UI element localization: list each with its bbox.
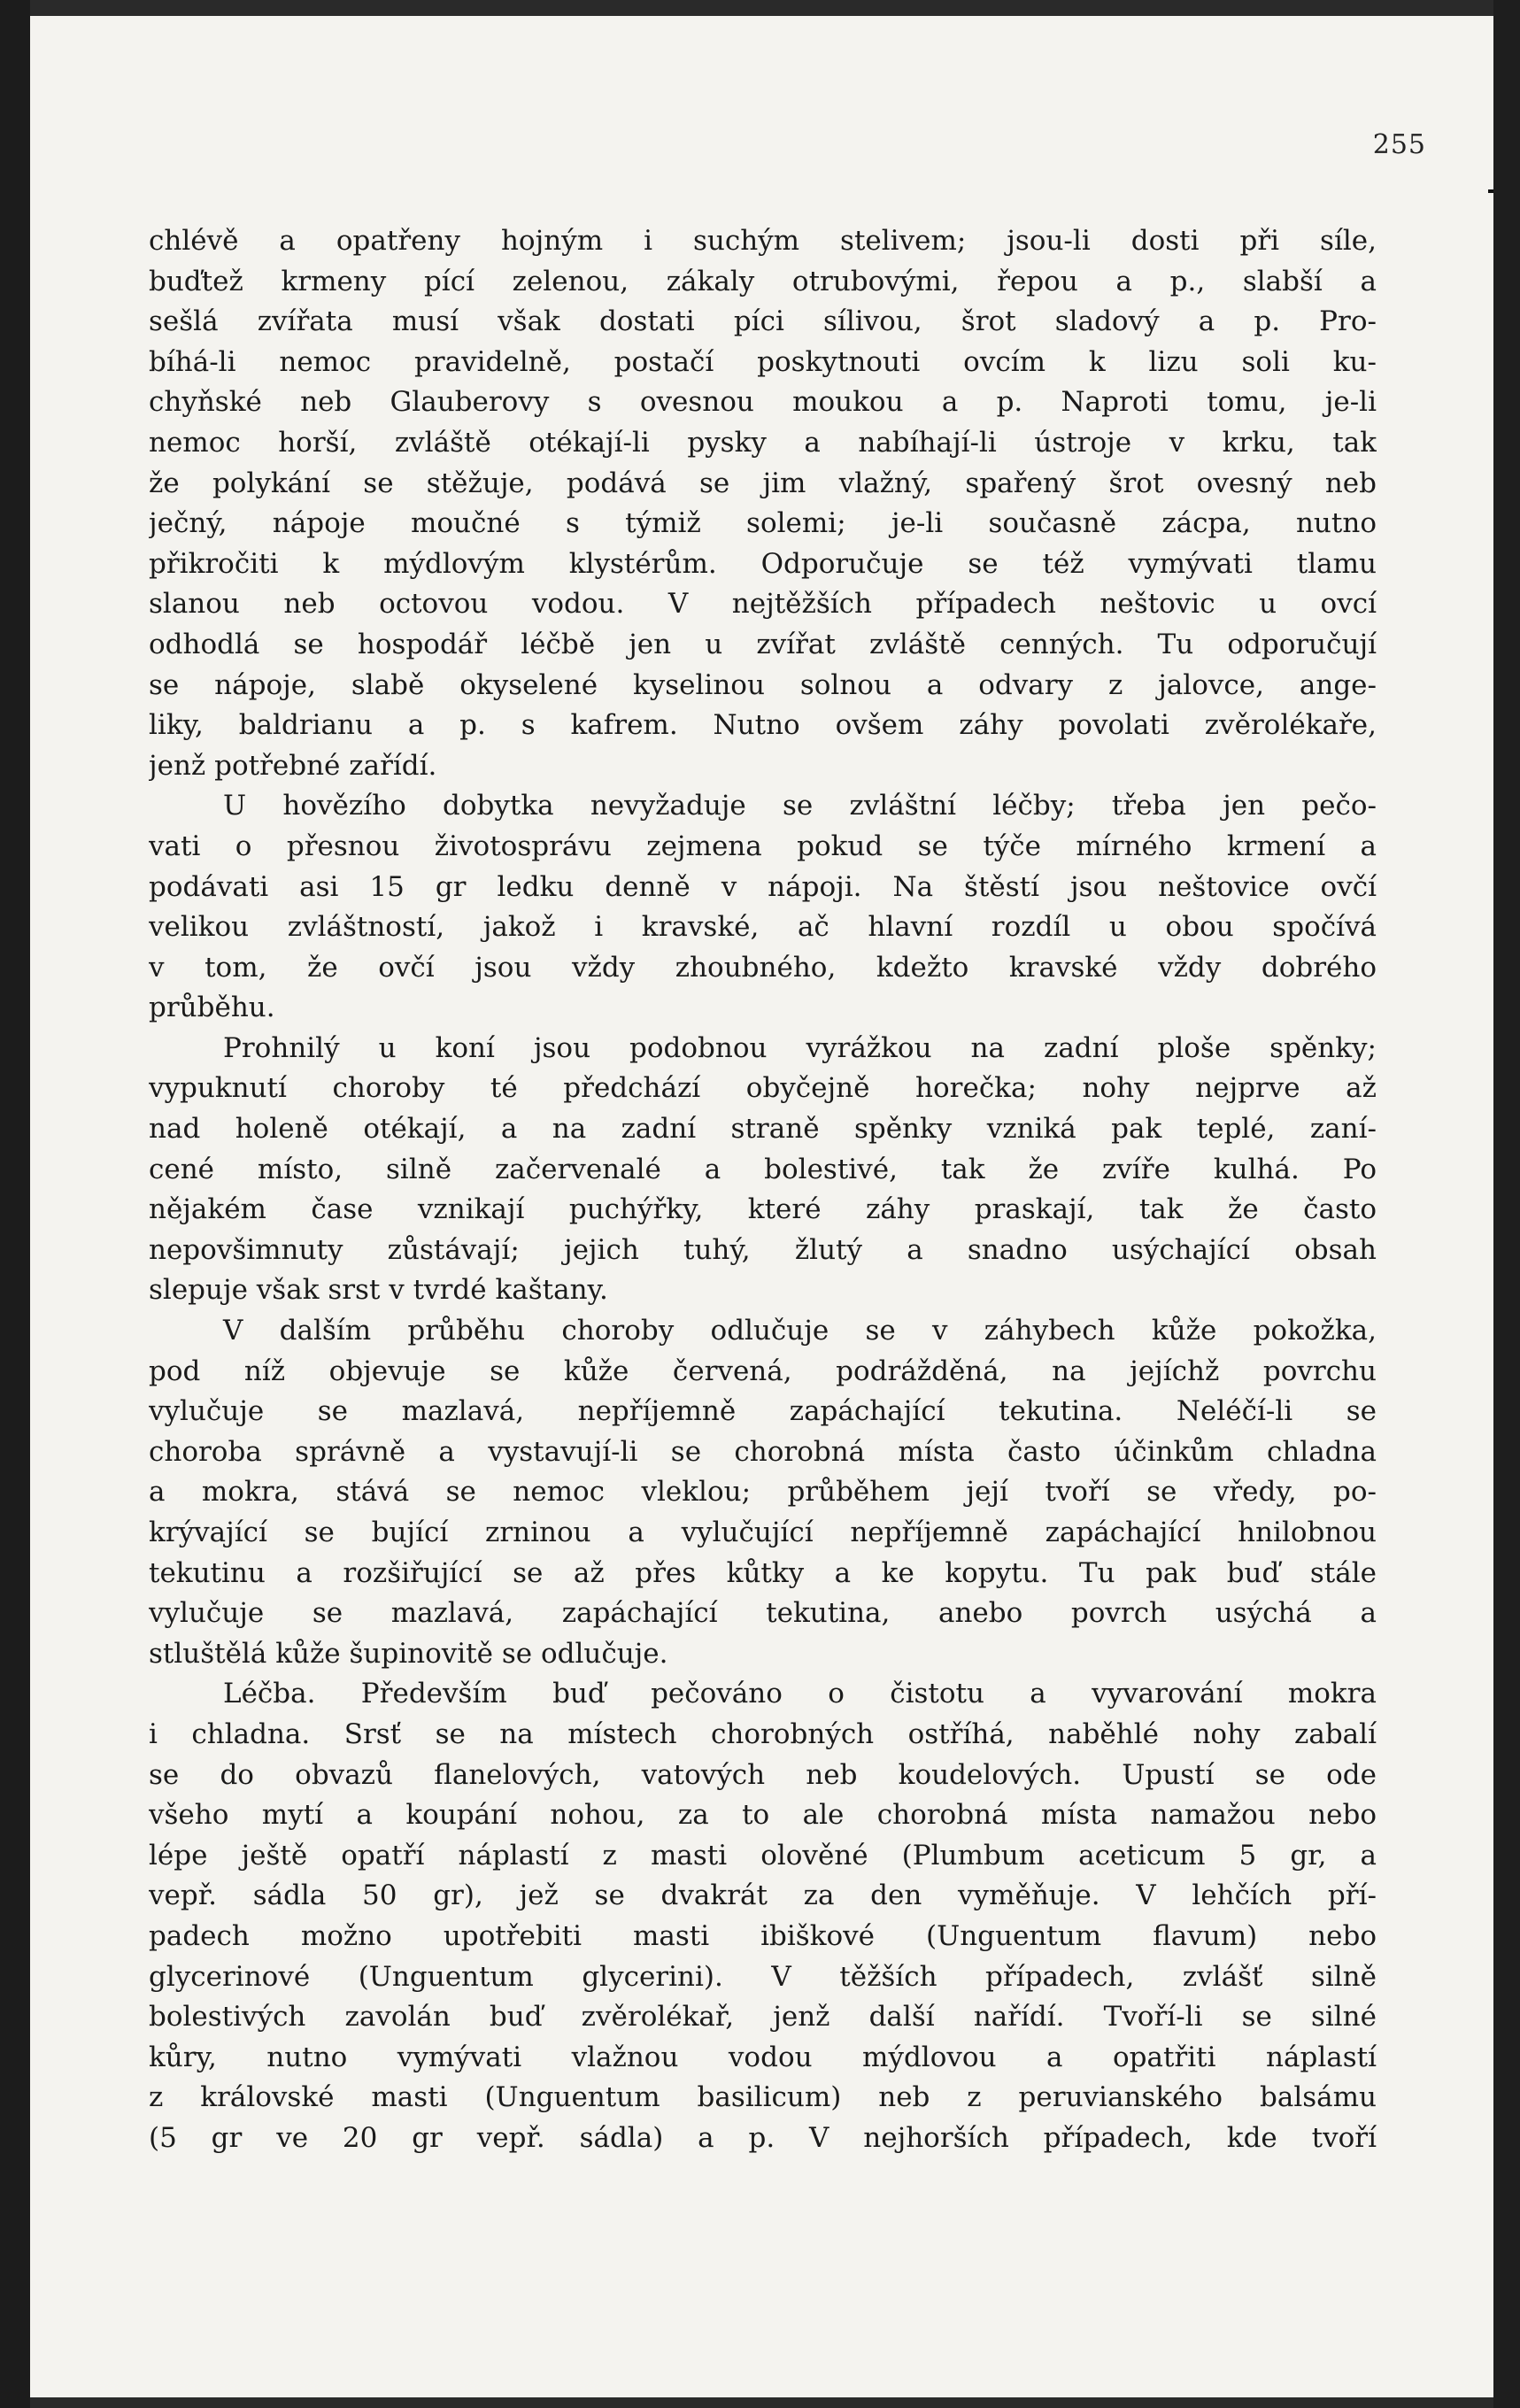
text-line: přikročiti k mýdlovým klystérům. Odporučuje se též vymývati tlamu [149, 547, 1377, 580]
text-line: vylučuje se mazlavá, zapáchající tekutina, anebo povrch usýchá a [149, 1597, 1377, 1630]
text-line: v tom, že ovčí jsou vždy zhoubného, kdežto kravské vždy dobrého [149, 951, 1377, 984]
text-line: lépe ještě opatří náplastí z masti olověné (Plumbum aceticum 5 gr, a [149, 1839, 1377, 1872]
scan-border-right [1493, 0, 1520, 2408]
text-line: bíhá-li nemoc pravidelně, postačí poskytnouti ovcím k lizu soli ku- [149, 345, 1377, 378]
text-line: se do obvazů flanelových, vatových neb koudelových. Upustí se ode [149, 1758, 1377, 1791]
text-line: slepuje však srst v tvrdé kaštany. [149, 1274, 608, 1307]
text-line: Prohnilý u koní jsou podobnou vyrážkou na zadní ploše spěnky; [223, 1031, 1377, 1064]
text-line: tekutinu a rozšiřující se až přes kůtky a ke kopytu. Tu pak buď stále [149, 1556, 1377, 1589]
text-line: nepovšimnuty zůstávají; jejich tuhý, žlutý a snadno usýchající obsah [149, 1233, 1377, 1266]
text-line: všeho mytí a koupání nohou, za to ale chorobná místa namažou nebo [149, 1799, 1377, 1832]
text-line: nějakém čase vznikají puchýřky, které záhy praskají, tak že často [149, 1193, 1377, 1226]
text-line: choroba správně a vystavují-li se chorobná místa často účinkům chladna [149, 1435, 1377, 1468]
text-line: bolestivých zavolán buď zvěrolékař, jenž další nařídí. Tvoří-li se silné [149, 2001, 1377, 2034]
text-line: jenž potřebné zařídí. [149, 749, 437, 782]
text-line: Léčba. Především buď pečováno o čistotu a vyvarování mokra [223, 1678, 1377, 1710]
text-line: se nápoje, slabě okyselené kyselinou solnou a odvary z jalovce, ange- [149, 668, 1377, 701]
text-line: vypuknutí choroby té předchází obyčejně horečka; nohy nejprve až [149, 1072, 1377, 1105]
text-line: U hovězího dobytka nevyžaduje se zvláštní léčby; třeba jen pečo- [223, 790, 1377, 822]
text-line: nemoc horší, zvláště otékají-li pysky a nabíhají-li ústroje v krku, tak [149, 426, 1377, 459]
text-line: slanou neb octovou vodou. V nejtěžších případech neštovic u ovcí [149, 588, 1377, 621]
text-line: podávati asi 15 gr ledku denně v nápoji. Na štěstí jsou neštovice ovčí [149, 870, 1377, 903]
text-line: a mokra, stává se nemoc vleklou; průběhem její tvoří se vředy, po- [149, 1476, 1377, 1509]
text-line: chlévě a opatřeny hojným i suchým stelivem; jsou-li dosti při síle, [149, 225, 1377, 257]
text-line: odhodlá se hospodář léčbě jen u zvířat zvláště cenných. Tu odporučují [149, 628, 1377, 660]
scan-artifact [1488, 189, 1493, 193]
text-line: krývající se bující zrninou a vylučující nepříjemně zapáchající hnilobnou [149, 1517, 1377, 1548]
text-line: z královské masti (Unguentum basilicum) neb z peruvianského balsámu [149, 2081, 1377, 2114]
book-page [30, 16, 1493, 2397]
text-line: glycerinové (Unguentum glycerini). V těžších případech, zvlášť silně [149, 1960, 1377, 1993]
scan-border-left [0, 0, 30, 2408]
page-number: 255 [1372, 129, 1426, 160]
text-line: vepř. sádla 50 gr), jež se dvakrát za den vyměňuje. V lehčích pří- [149, 1879, 1377, 1912]
text-line: sešlá zvířata musí však dostati píci sílivou, šrot sladový a p. Pro- [149, 305, 1377, 338]
text-line: vylučuje se mazlavá, nepříjemně zapáchající tekutina. Neléčí-li se [149, 1395, 1377, 1428]
text-line: průběhu. [149, 992, 275, 1024]
text-line: stluštělá kůže šupinovitě se odlučuje. [149, 1637, 668, 1670]
body-text [149, 221, 1377, 2159]
text-line: ječný, nápoje moučné s týmiž solemi; je-li současně zácpa, nutno [149, 507, 1377, 540]
text-line: vati o přesnou životosprávu zejmena pokud se týče mírného krmení a [149, 830, 1377, 862]
text-line: nad holeně otékají, a na zadní straně spěnky vzniká pak teplé, zaní- [149, 1113, 1377, 1146]
text-line: že polykání se stěžuje, podává se jim vlažný, spařený šrot ovesný neb [149, 467, 1377, 499]
text-line: chyňské neb Glauberovy s ovesnou moukou a p. Naproti tomu, je-li [149, 386, 1377, 419]
text-line: padech možno upotřebiti masti ibiškové (Unguentum flavum) nebo [149, 1919, 1377, 1952]
text-line: i chladna. Srsť se na místech chorobných ostříhá, naběhlé nohy zabalí [149, 1717, 1377, 1750]
text-line: buďtež krmeny pící zelenou, zákaly otrubovými, řepou a p., slabší a [149, 265, 1377, 297]
text-line: kůry, nutno vymývati vlažnou vodou mýdlovou a opatřiti náplastí [149, 2041, 1377, 2073]
text-line: pod níž objevuje se kůže červená, podrážděná, na jejíchž povrchu [149, 1354, 1377, 1387]
text-line: V dalším průběhu choroby odlučuje se v záhybech kůže pokožka, [223, 1315, 1377, 1347]
text-line: velikou zvláštností, jakož i kravské, ač hlavní rozdíl u obou spočívá [149, 911, 1377, 944]
text-line: liky, baldrianu a p. s kafrem. Nutno ovšem záhy povolati zvěrolékaře, [149, 709, 1377, 742]
text-line: cené místo, silně začervenalé a bolestivé, tak že zvíře kulhá. Po [149, 1153, 1377, 1185]
text-line: (5 gr ve 20 gr vepř. sádla) a p. V nejhorších případech, kde tvoří [149, 2121, 1377, 2154]
